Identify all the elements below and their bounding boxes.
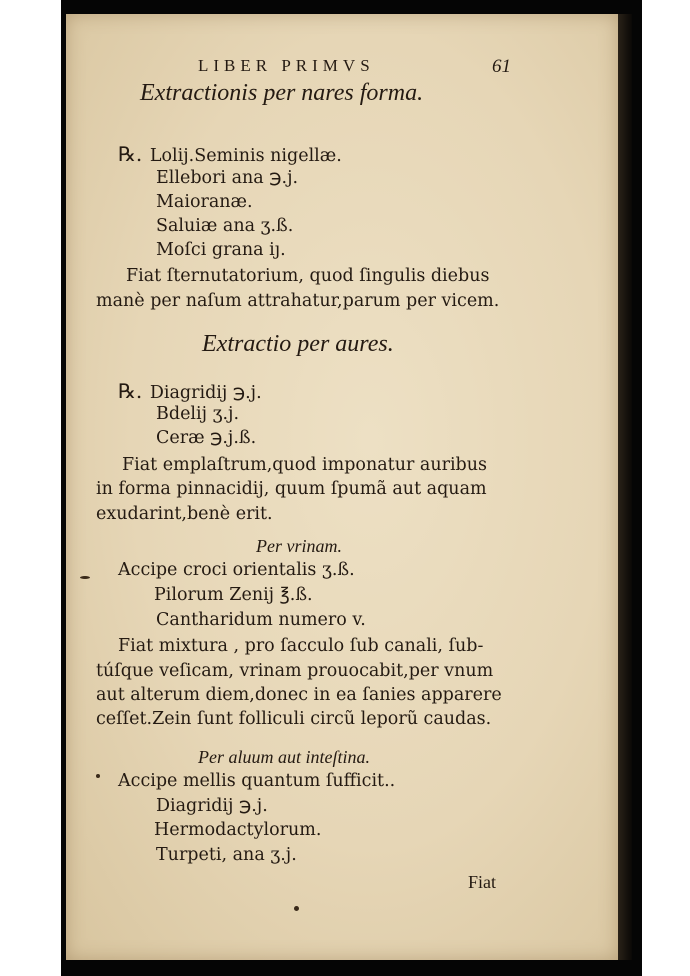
recipe-line xyxy=(118,379,262,403)
ink-mark xyxy=(294,906,299,911)
catchword: Fiat xyxy=(468,872,497,892)
recipe-symbol: ℞. xyxy=(118,142,143,166)
paragraph-line: exudarint,benè erit. xyxy=(96,504,273,524)
section-heading-nares: Extractionis per nares forma. xyxy=(140,80,424,106)
section-heading-aures: Extractio per aures. xyxy=(202,331,394,357)
page-edge-shadow xyxy=(618,14,632,960)
ingredient: Turpeti, ana ʒ.j. xyxy=(156,845,297,865)
ingredient: Diagridij ℈.j. xyxy=(149,383,262,403)
page-number: 61 xyxy=(492,56,511,77)
recipe-symbol: ℞. xyxy=(118,379,143,403)
book-page xyxy=(66,14,618,960)
paragraph-line: túſque veſicam, vrinam prouocabit,per vnum xyxy=(96,661,494,681)
ingredient: Lolij.Seminis nigellæ. xyxy=(149,146,342,166)
recipe-line: Accipe croci orientalis ʒ.ß. xyxy=(118,560,355,580)
paragraph-line: Fiat emplaſtrum,quod imponatur auribus xyxy=(122,455,488,475)
ink-mark xyxy=(80,576,90,579)
section-heading-vrinam: Per vrinam. xyxy=(256,536,342,556)
running-head: LIBER PRIMVS xyxy=(198,56,375,75)
ingredient: Ceræ ℈.j.ß. xyxy=(156,428,257,448)
ingredient: Bdelij ʒ.j. xyxy=(156,404,240,424)
paragraph-line: ceſſet.Zein ſunt folliculi circũ leporũ caudas. xyxy=(96,709,492,729)
ingredient: Saluiæ ana ʒ.ß. xyxy=(156,216,294,236)
paragraph-line: manè per naſum attrahatur,parum per vicem. xyxy=(96,291,500,311)
ingredient: Ellebori ana ℈.j. xyxy=(156,168,299,188)
ingredient: Maioranæ. xyxy=(156,192,253,212)
ink-mark xyxy=(96,774,100,778)
paragraph-line: Fiat ſternutatorium, quod ſingulis diebus xyxy=(126,266,490,286)
paragraph-line: in forma pinnacidij, quum ſpumã aut aquam xyxy=(96,479,487,499)
ingredient: Diagridij ℈.j. xyxy=(156,796,268,816)
section-heading-aluum: Per aluum aut inteſtina. xyxy=(198,747,370,767)
recipe-line xyxy=(118,142,342,166)
ingredient: Moſci grana iȷ. xyxy=(156,240,286,260)
paragraph-line: Fiat mixtura , pro ſacculo ſub canali, ſub- xyxy=(118,636,484,656)
recipe-line: Accipe mellis quantum ſufficit.. xyxy=(118,771,396,791)
ingredient: Hermodactylorum. xyxy=(154,820,322,840)
ingredient: Cantharidum numero v. xyxy=(156,610,366,630)
paragraph-line: aut alterum diem,donec in ea ſanies apparere xyxy=(96,685,502,705)
ingredient: Pilorum Zenij ℥.ß. xyxy=(154,585,313,605)
